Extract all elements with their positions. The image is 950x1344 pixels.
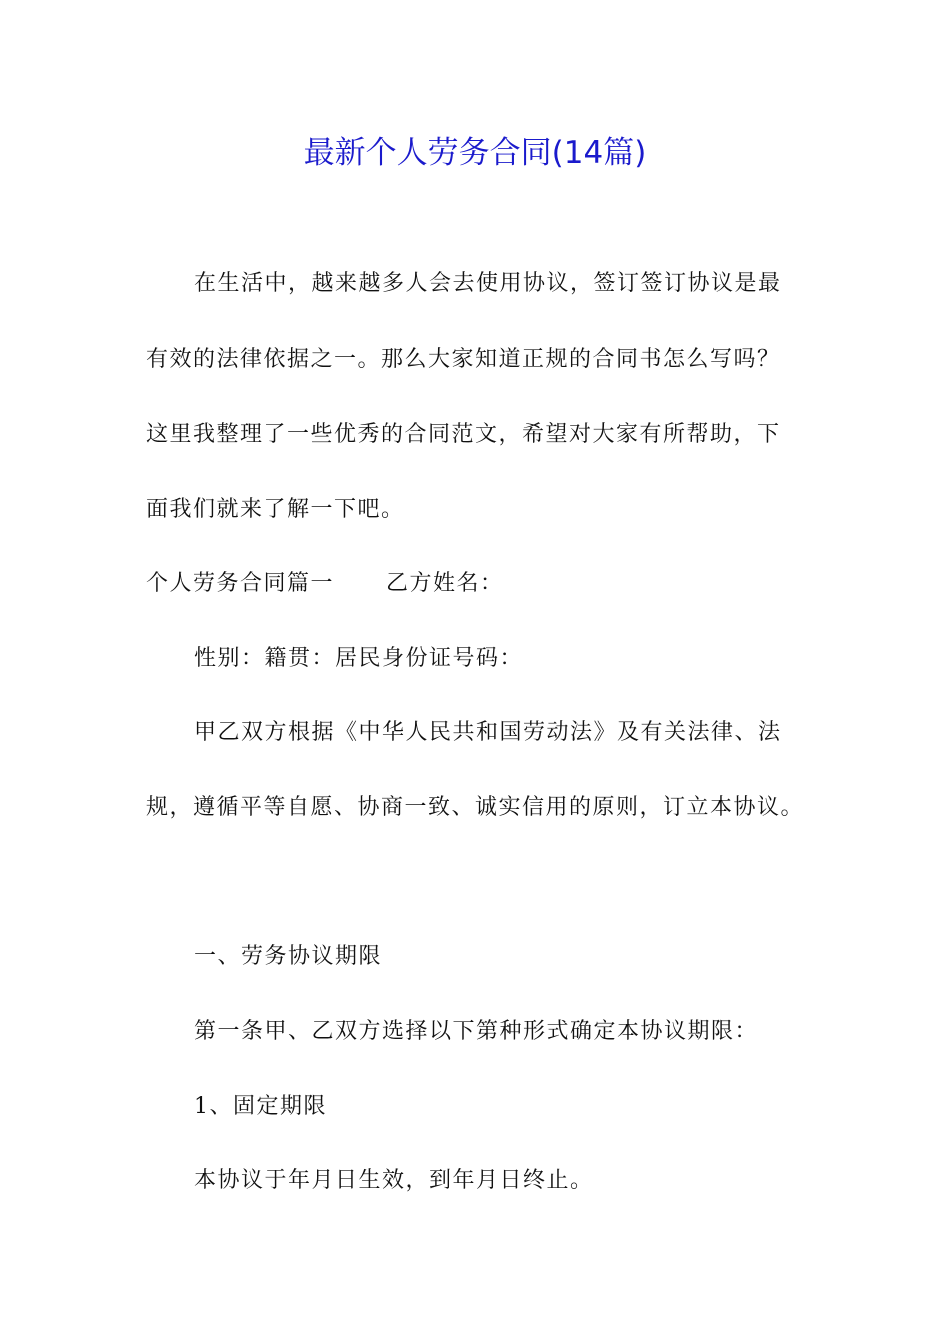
basis-line-2: 规，遵循平等自愿、协商一致、诚实信用的原则，订立本协议。 [146,795,805,820]
clause-1-heading: 一、劳务协议期限 [194,944,383,969]
intro-line-3: 这里我整理了一些优秀的合同范文，希望对大家有所帮助，下 [146,422,781,447]
item-1-heading: 1、固定期限 [194,1094,327,1119]
personal-info-line: 性别：籍贯：居民身份证号码： [194,646,524,671]
article-1-line: 第一条甲、乙双方选择以下第种形式确定本协议期限： [194,1019,759,1044]
section-heading: 个人劳务合同篇一 [146,571,335,596]
document-title: 最新个人劳务合同(14篇) [303,135,647,171]
item-1-text: 本协议于年月日生效，到年月日终止。 [194,1168,594,1193]
basis-line-1: 甲乙双方根据《中华人民共和国劳动法》及有关法律、法 [194,720,782,745]
section-heading-line [146,564,504,604]
intro-line-4: 面我们就来了解一下吧。 [146,497,405,522]
party-b-name-label: 乙方姓名： [386,571,504,596]
intro-line-2: 有效的法律依据之一。那么大家知道正规的合同书怎么写吗？ [146,347,781,372]
intro-line-1: 在生活中，越来越多人会去使用协议，签订签订协议是最 [194,271,782,296]
